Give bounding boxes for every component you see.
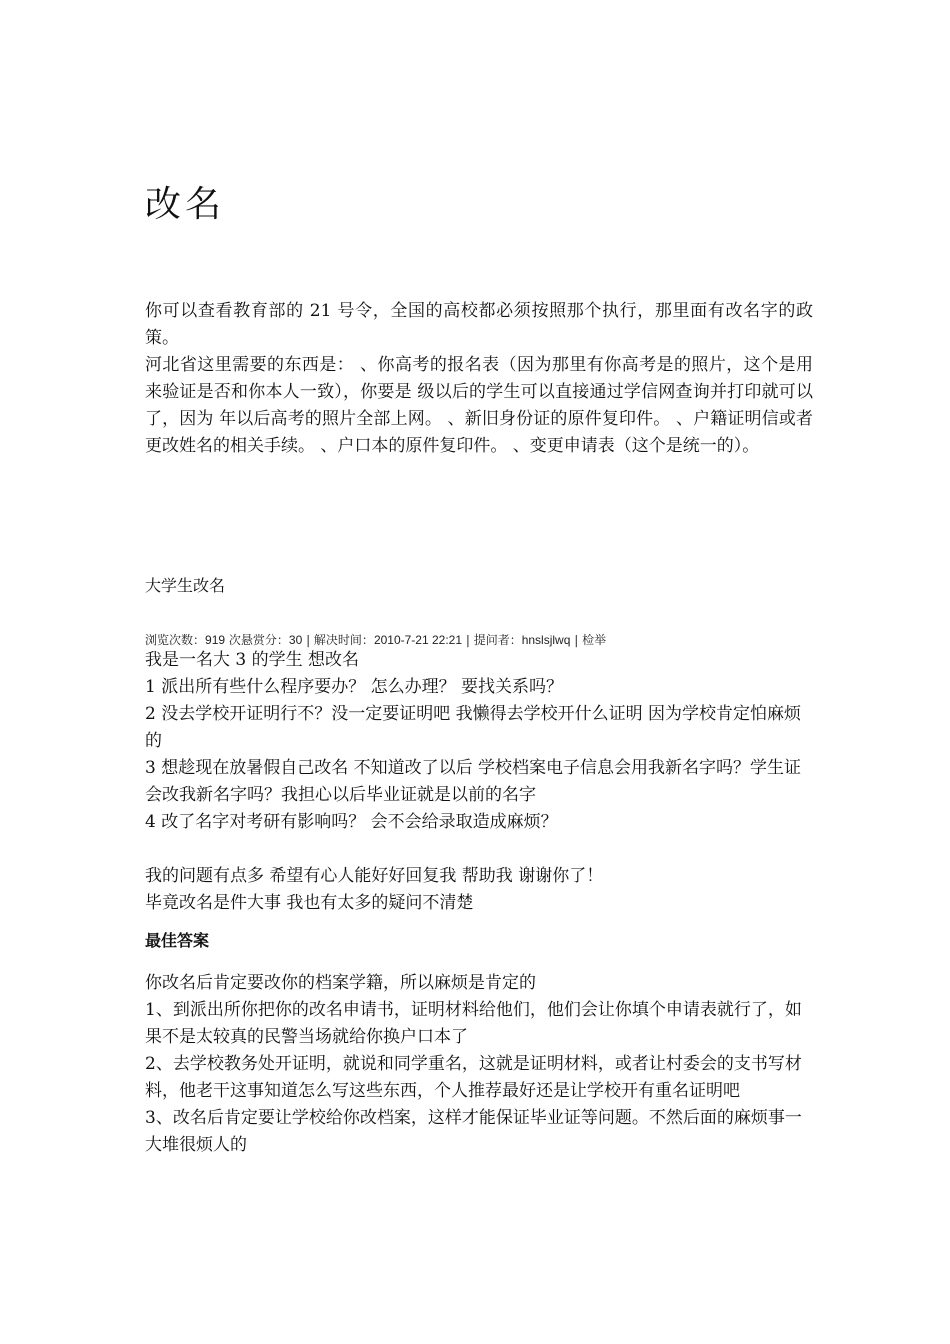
asker-label: 提问者：	[473, 633, 522, 647]
intro-paragraph-2: 河北省这里需要的东西是： 、你高考的报名表（因为那里有你高考是的照片，这个是用来验证是否和你本人一致），你要是 级以后的学生可以直接通过学信网查询并打印就可以了，因为 年以后高考的照片全部上网。 、新旧身份证的原件复印件。 、户籍证明信或者更改姓名的相关手续。 、户口本的原件复印件。 、变更申请表（这个是统一的）。	[145, 355, 813, 456]
answer-line: 你改名后肯定要改你的档案学籍，所以麻烦是肯定的	[145, 973, 536, 993]
meta-separator: |	[570, 633, 583, 647]
solved-time: 2010-7-21 22:21	[373, 633, 463, 647]
bounty-label: 次悬赏分：	[228, 633, 289, 647]
answer-line: 2、去学校教务处开证明，就说和同学重名，这就是证明材料，或者让村委会的支书写材料，他老干这事知道怎么写这些东西，个人推荐最好还是让学校开有重名证明吧	[145, 1054, 802, 1101]
question-line: 1 派出所有些什么程序要办？ 怎么办理？ 要找关系吗？	[145, 677, 564, 697]
bounty-value: 30	[288, 633, 303, 647]
question-closing-line: 我的问题有点多 希望有心人能好好回复我 帮助我 谢谢你了！	[145, 866, 604, 886]
intro-paragraph-1: 你可以查看教育部的 21 号令，全国的高校都必须按照那个执行，那里面有改名字的政策。	[145, 301, 813, 348]
views-count: 919	[205, 633, 226, 647]
question-line: 4 改了名字对考研有影响吗？ 会不会给录取造成麻烦？	[145, 812, 558, 832]
document-title: 改名	[145, 184, 226, 225]
question-body	[145, 647, 813, 917]
answer-line: 3、改名后肯定要让学校给你改档案，这样才能保证毕业证等问题。不然后面的麻烦事一大堆很烦人的	[145, 1108, 802, 1155]
solved-label: 解决时间：	[313, 633, 374, 647]
question-line: 3 想趁现在放暑假自己改名 不知道改了以后 学校档案电子信息会用我新名字吗？学生证会改我新名字吗？我担心以后毕业证就是以前的名字	[145, 758, 802, 805]
intro-section	[145, 298, 813, 460]
answer-line: 1、到派出所你把你的改名申请书，证明材料给他们，他们会让你填个申请表就行了，如果不是太较真的民警当场就给你换户口本了	[145, 1000, 802, 1047]
question-line: 2 没去学校开证明行不？没一定要证明吧 我懒得去学校开什么证明 因为学校肯定怕麻烦的	[145, 704, 802, 751]
meta-separator: |	[302, 633, 314, 647]
meta-separator: |	[462, 633, 474, 647]
views-label: 浏览次数：	[145, 633, 206, 647]
best-answer-body	[145, 970, 813, 1159]
question-line: 我是一名大 3 的学生 想改名	[145, 650, 360, 670]
asker-name[interactable]: hnslsjlwq	[521, 633, 571, 647]
best-answer-label: 最佳答案	[145, 933, 210, 950]
report-link[interactable]: 检举	[582, 633, 607, 647]
question-title: 大学生改名	[145, 576, 226, 595]
question-closing-line: 毕竟改名是件大事 我也有太多的疑问不清楚	[145, 893, 474, 913]
spacer	[145, 836, 813, 863]
